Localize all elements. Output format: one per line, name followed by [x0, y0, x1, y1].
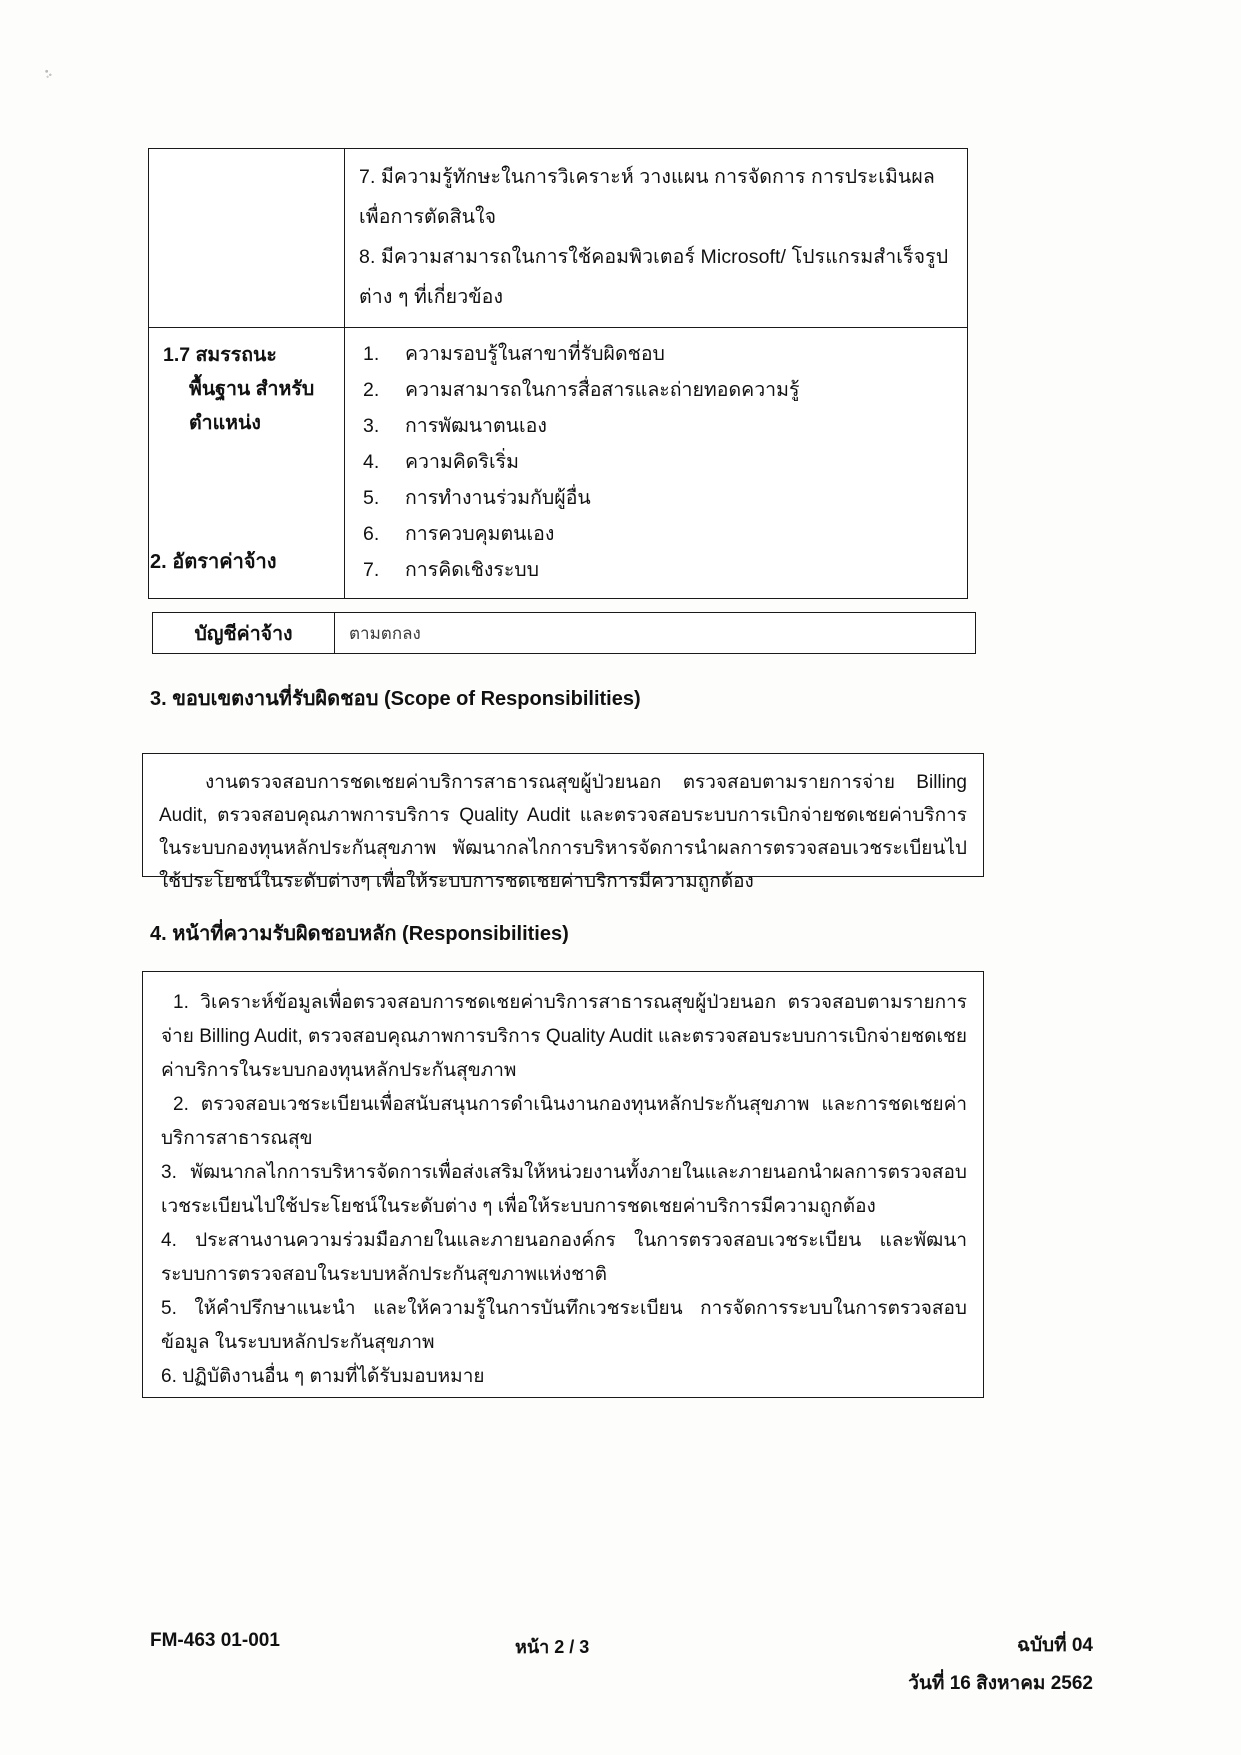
list-item-label: การพัฒนาตนเอง — [405, 415, 547, 437]
list-item — [359, 444, 953, 480]
qualifications-table — [148, 148, 968, 599]
qualification-item-7: 7. มีความรู้ทักษะในการวิเคราะห์ วางแผน การจัดการ การประเมินผลเพื่อการตัดสินใจ — [359, 166, 935, 228]
list-item-number: 5. — [363, 487, 380, 509]
footer-edition: ฉบับที่ 04 — [1017, 1635, 1093, 1656]
list-item — [359, 372, 953, 408]
list-item-number: 2. — [363, 379, 380, 401]
page-footer — [0, 1630, 1241, 1740]
responsibility-item-4: 4. ประสานงานความร่วมมือภายในและภายนอกองค์กร ในการตรวจสอบเวชระเบียน และพัฒนาระบบการตรวจสอบในระบบหลักประกันสุขภาพแห่งชาติ — [161, 1230, 967, 1285]
list-item-label: การคิดเชิงระบบ — [405, 559, 540, 581]
competency-label-line3: ตำแหน่ง — [189, 412, 261, 434]
list-item — [359, 480, 953, 516]
wage-table — [152, 612, 976, 654]
list-item-number: 3. — [363, 415, 380, 437]
list-item — [359, 408, 953, 444]
table-cell-right-continued — [345, 149, 967, 327]
scope-box — [142, 753, 984, 892]
list-item-label: การทำงานร่วมกับผู้อื่น — [405, 487, 591, 509]
list-item-number: 6. — [363, 523, 380, 545]
competency-label — [163, 338, 336, 440]
wage-label: บัญชีค่าจ้าง — [153, 613, 335, 653]
table-cell-right-competency — [345, 328, 967, 598]
list-item — [359, 552, 953, 588]
scope-paragraph — [159, 766, 967, 898]
responsibility-item-6: 6. ปฏิบัติงานอื่น ๆ ตามที่ได้รับมอบหมาย — [161, 1366, 485, 1387]
responsibility-item-2: 2. ตรวจสอบเวชระเบียนเพื่อสนับสนุนการดำเนินงานกองทุนหลักประกันสุขภาพ และการชดเชยค่าบริการสาธารณสุข — [161, 1094, 967, 1149]
footer-date: วันที่ 16 สิงหาคม 2562 — [908, 1673, 1093, 1694]
responsibility-item-5: 5. ให้คำปรึกษาแนะนำ และให้ความรู้ในการบันทึกเวชระเบียน การจัดการระบบในการตรวจสอบข้อมูล ในระบบหลักประกันสุขภาพ — [161, 1298, 967, 1353]
competency-list — [359, 336, 953, 588]
responsibility-item-3: 3. พัฒนากลไกการบริหารจัดการเพื่อส่งเสริมให้หน่วยงานทั้งภายในและภายนอกนำผลการตรวจสอบเวชระเบียนไปใช้ประโยชน์ในระดับต่าง ๆ เพื่อให้ระบบการชดเชยค่าบริการมีความถูกต้อง — [161, 1162, 967, 1217]
section-2-heading: 2. อัตราค่าจ้าง — [150, 551, 277, 573]
table-cell-left-empty — [149, 149, 345, 327]
section-3-heading: 3. ขอบเขตงานที่รับผิดชอบ (Scope of Responsibilities) — [150, 688, 641, 710]
wage-value: ตามตกลง — [349, 623, 421, 643]
list-item-label: ความคิดริเริ่ม — [405, 451, 519, 473]
footer-page-number: หน้า 2 / 3 — [515, 1637, 590, 1657]
section-4-heading: 4. หน้าที่ความรับผิดชอบหลัก (Responsibilities) — [150, 923, 569, 945]
list-item-label: ความสามารถในการสื่อสารและถ่ายทอดความรู้ — [405, 379, 800, 401]
footer-form-code: FM-463 01-001 — [150, 1630, 280, 1651]
list-item — [359, 516, 953, 552]
list-item-label: ความรอบรู้ในสาขาที่รับผิดชอบ — [405, 343, 665, 365]
scope-text: งานตรวจสอบการชดเชยค่าบริการสาธารณสุขผู้ป่วยนอก ตรวจสอบตามรายการจ่าย Billing Audit, ตรวจสอบคุณภาพการบริการ Quality Audit และตรวจสอบระบบการเบิกจ่ายชดเชยค่าบริการในระบบกองทุนหลักประกันสุขภาพ พัฒนากลไกการบริหารจัดการนำผลการตรวจสอบเวชระเบียนไปใช้ประโยชน์ในระดับต่างๆ เพื่อให้ระบบการชดเชยค่าบริการมีความถูกต้อง — [159, 772, 967, 892]
responsibility-item-1: 1. วิเคราะห์ข้อมูลเพื่อตรวจสอบการชดเชยค่าบริการสาธารณสุขผู้ป่วยนอก ตรวจสอบตามรายการจ่าย Billing Audit, ตรวจสอบคุณภาพการบริการ Quality Audit และตรวจสอบระบบการเบิกจ่ายชดเชยค่าบริการในระบบกองทุนหลักประกันสุขภาพ — [161, 992, 967, 1081]
competency-label-line1: 1.7 สมรรถนะ — [163, 344, 277, 366]
list-item-number: 1. — [363, 343, 380, 365]
table-row-continued — [149, 149, 967, 328]
list-item-number: 7. — [363, 559, 380, 581]
qualification-item-8: 8. มีความสามารถในการใช้คอมพิวเตอร์ Microsoft/ โปรแกรมสำเร็จรูปต่าง ๆ ที่เกี่ยวข้อง — [359, 246, 949, 308]
list-item — [359, 336, 953, 372]
competency-label-line2: พื้นฐาน สำหรับ — [189, 378, 315, 400]
list-item-number: 4. — [363, 451, 380, 473]
list-item-label: การควบคุมตนเอง — [405, 523, 555, 545]
responsibilities-box — [142, 971, 984, 1398]
